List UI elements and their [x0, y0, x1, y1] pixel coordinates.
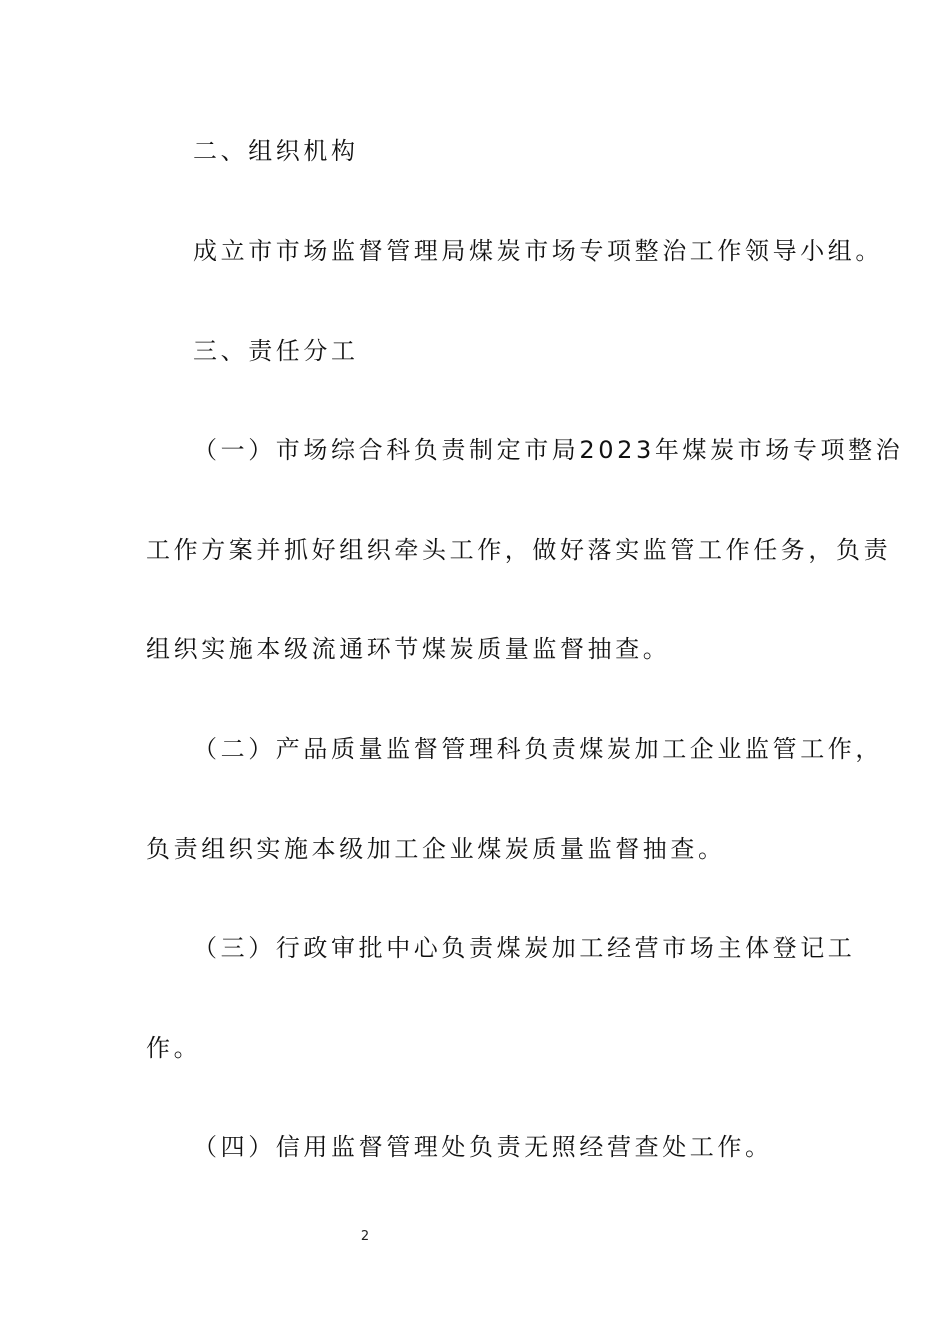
paragraph-line: （四）信用监督管理处负责无照经营查处工作。 [193, 1133, 773, 1161]
paragraph-line: 组织实施本级流通环节煤炭质量监督抽查。 [146, 635, 671, 663]
paragraph-line: （三）行政审批中心负责煤炭加工经营市场主体登记工 [193, 934, 856, 962]
paragraph-line: 成立市市场监督管理局煤炭市场专项整治工作领导小组。 [193, 237, 883, 265]
paragraph-line: 工作方案并抓好组织牵头工作，做好落实监管工作任务，负责 [146, 536, 892, 564]
paragraph-line: 负责组织实施本级加工企业煤炭质量监督抽查。 [146, 835, 726, 863]
paragraph-line: （二）产品质量监督管理科负责煤炭加工企业监管工作， [193, 735, 883, 763]
section-heading-organization: 二、组织机构 [193, 137, 359, 165]
paragraph-line: （一）市场综合科负责制定市局2023年煤炭市场专项整治 [193, 436, 904, 464]
section-heading-responsibilities: 三、责任分工 [193, 337, 359, 365]
page-number: 2 [360, 1229, 370, 1244]
paragraph-line: 作。 [146, 1034, 202, 1062]
